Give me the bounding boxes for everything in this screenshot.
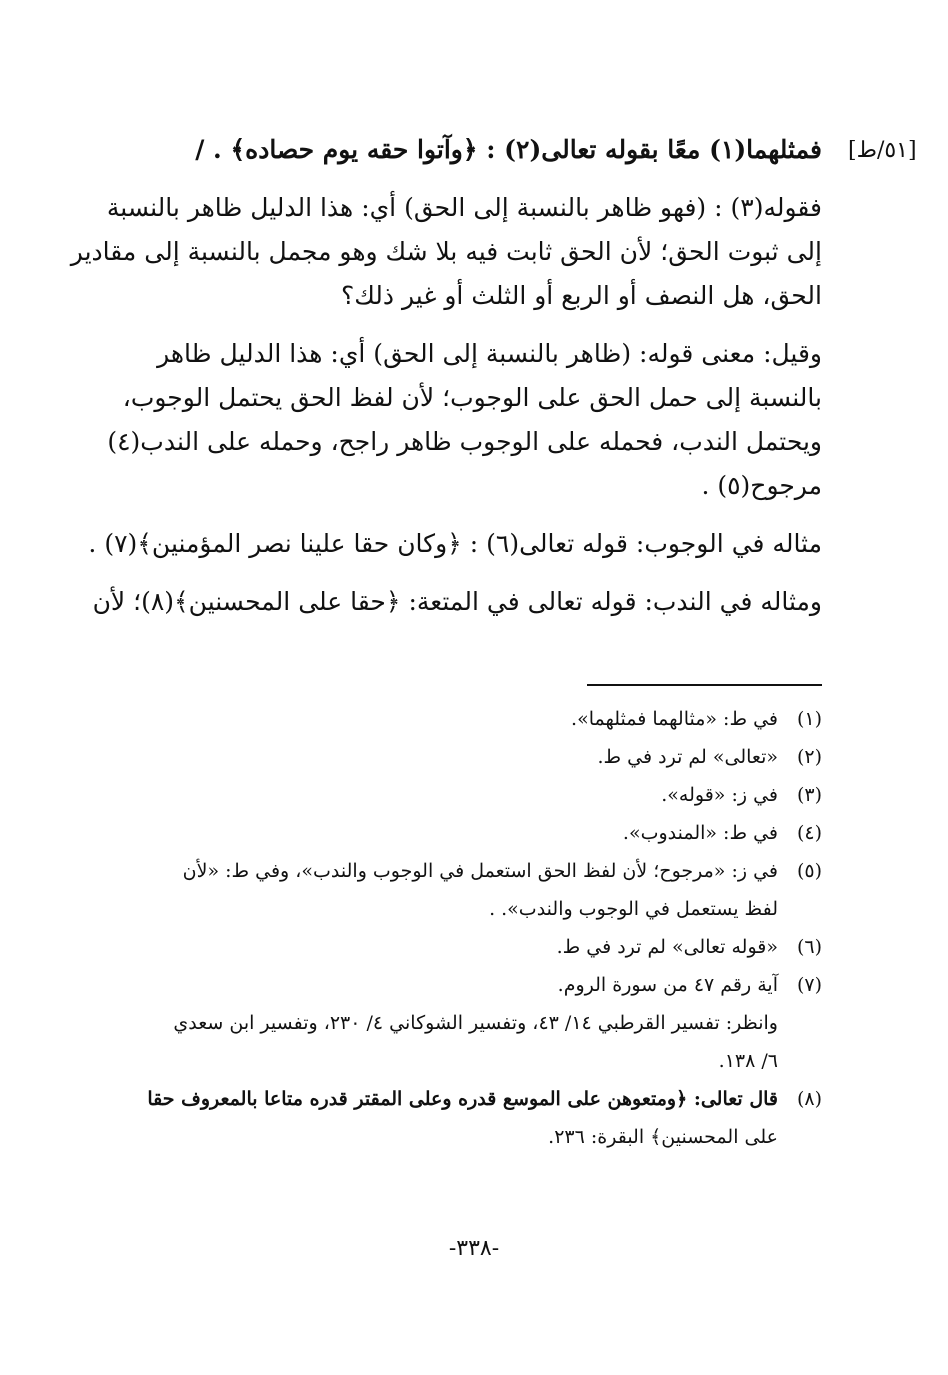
text-line: فقوله(٣) : (فهو ظاهر بالنسبة إلى الحق) أي: هذا الدليل ظاهر بالنسبة	[106, 193, 822, 222]
text-line: وقيل: معنى قوله: (ظاهر بالنسبة إلى الحق) أي: هذا الدليل ظاهر	[157, 339, 822, 368]
footnote-text: «تعالى» لم ترد في ط.	[597, 746, 778, 768]
paragraph-1	[122, 128, 822, 172]
text-line: الحق، هل النصف أو الربع أو الثلث أو غير ذلك؟	[340, 281, 822, 310]
footnote-text: في ز: «مرجوح؛ لأن لفظ الحق استعمل في الوجوب والندب»، وفي ط: «لأن	[182, 860, 778, 882]
paragraph-5	[92, 580, 822, 624]
footnote-number: (٥)	[796, 860, 822, 882]
text-line: ويحتمل الندب، فحمله على الوجوب ظاهر راجح، وحمله على الندب(٤)	[107, 427, 822, 456]
footnote-number: (٤)	[796, 822, 822, 844]
footnote	[117, 700, 822, 738]
footnote-text: وانظر: تفسير القرطبي ١٤/ ٤٣، وتفسير الشوكاني ٤/ ٢٣٠، وتفسير ابن سعدي	[173, 1012, 778, 1034]
margin-reference: [٥١/ط]	[848, 138, 917, 163]
footnote-number	[778, 1004, 822, 1080]
footnote-text: قال تعالى: ﴿ومتعوهن على الموسع قدره وعلى المقتر قدره متاعا بالمعروف حقا	[147, 1088, 778, 1110]
footnote	[117, 738, 822, 776]
footnote	[117, 1004, 822, 1080]
footnote	[117, 966, 822, 1004]
main-text	[70, 128, 822, 638]
footnote-number: (٢)	[796, 746, 822, 768]
footnote	[117, 1080, 822, 1156]
footnote	[117, 776, 822, 814]
footnote-text: في ط: «مثالهما فمثلهما».	[571, 708, 778, 730]
footnote-number: (٧)	[796, 974, 822, 996]
footnote-text: في ز: «قوله».	[661, 784, 778, 806]
footnotes	[117, 700, 822, 1156]
footnote-number: (٨)	[796, 1088, 822, 1110]
footnote-text: على المحسنين﴾ البقرة: ٢٣٦.	[548, 1126, 778, 1148]
page-number: -٣٣٨-	[448, 1236, 500, 1261]
paragraph-2	[70, 186, 822, 318]
footnote	[117, 814, 822, 852]
footnote-text: لفظ يستعمل في الوجوب والندب». .	[489, 898, 778, 920]
footnote	[117, 852, 822, 928]
text-line: إلى ثبوت الحق؛ لأن الحق ثابت فيه بلا شك وهو مجمل بالنسبة إلى مقادير	[70, 237, 822, 266]
footnote-separator	[587, 684, 822, 686]
footnote	[117, 928, 822, 966]
footnote-number: (٦)	[796, 936, 822, 958]
footnote-number: (٣)	[796, 784, 822, 806]
footnote-text: في ط: «المندوب».	[622, 822, 778, 844]
footnote-text: ٦/ ١٣٨.	[718, 1050, 778, 1072]
text-line: مرجوح(٥) .	[701, 471, 822, 500]
text-line: ومثاله في الندب: قوله تعالى في المتعة: ﴿حقا على المحسنين﴾(٨)؛ لأن	[92, 587, 822, 616]
paragraph-4	[88, 522, 822, 566]
text-line: مثاله في الوجوب: قوله تعالى(٦) : ﴿وكان حقا علينا نصر المؤمنين﴾(٧) .	[88, 529, 822, 558]
footnote-number: (١)	[796, 708, 822, 730]
text-line: فمثلهما(١) معًا بقوله تعالى(٢) : ﴿وآتوا حقه يوم حصاده﴾ . /	[195, 135, 822, 164]
footnote-text: «قوله تعالى» لم ترد في ط.	[556, 936, 778, 958]
paragraph-3	[107, 332, 822, 508]
text-line: بالنسبة إلى حمل الحق على الوجوب؛ لأن لفظ الحق يحتمل الوجوب،	[122, 383, 822, 412]
footnote-text: آية رقم ٤٧ من سورة الروم.	[557, 974, 778, 996]
